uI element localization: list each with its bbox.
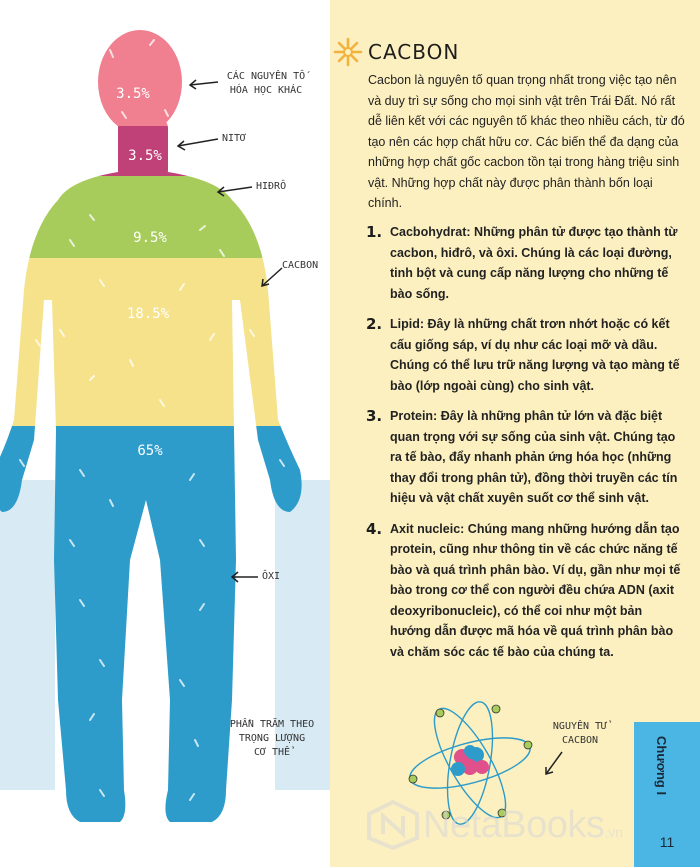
text-panel <box>330 0 700 867</box>
list-item <box>366 314 686 396</box>
list-item-number: 3. <box>366 407 383 425</box>
band-oxygen <box>0 426 330 846</box>
band-nitrogen <box>0 126 330 176</box>
asterisk-flower-icon <box>330 34 366 70</box>
body-figure-panel <box>0 0 330 867</box>
list-item-text: Cacbohydrat: Những phân tử được tạo thành từ cacbon, hiđrô, và ôxi. Chúng là các loại đường, tinh bột và cung cấp năng lượng cho những tế bào sống. <box>390 225 678 301</box>
list-item-text: Lipid: Đây là những chất trơn nhớt hoặc có kết cấu giống sáp, ví dụ như các loại mỡ và dầu. Chúng có thể lưu trữ năng lượng và tạo màng tế bào (lớp ngoài cùng) cho sinh vật. <box>390 317 680 393</box>
chapter-label: Chương I <box>654 736 669 796</box>
label-nitrogen: NITƠ <box>222 133 247 144</box>
intro-paragraph: Cacbon là nguyên tố quan trọng nhất trong việc tạo nên và duy trì sự sống cho mọi sinh vật trên Trái Đất. Nó rất dễ liên kết với các nguyên tố khác theo nhiều cách, từ đó tạo nên các hợp chất hữu cơ. Các biến thể đa dạng của những hợp chất gốc cacbon tồn tại trong hàng triệu sinh vật. Những hợp chất này được phân thành bốn loại chính. <box>368 73 685 210</box>
nucleus <box>451 745 489 776</box>
pct-other-elements: 3.5% <box>116 86 150 102</box>
list-item-text: Protein: Đây là những phân tử lớn và đặc biệt quan trọng với sự sống của sinh vật. Chúng tạo ra tế bào, đẩy nhanh phản ứng hóa học (những thay đổi trong phân tử), đồng thời truyền các tín hiệu và vật chất xuyên suốt cơ thể sinh vật. <box>390 409 678 505</box>
watermark-text: NetaBooks <box>423 803 605 846</box>
section-header <box>330 34 459 70</box>
figure-caption: PHẦN TRĂM THEO TRỌNG LƯỢNG CƠ THỂ <box>229 719 315 758</box>
label-oxygen: ÔXI <box>262 571 281 582</box>
list-item <box>366 406 686 509</box>
watermark-suffix: .vn <box>604 824 624 840</box>
atom-label: NGUYÊN TỬ CACBON <box>552 721 608 746</box>
netabooks-logo-icon <box>365 800 421 850</box>
pct-hydrogen: 9.5% <box>133 230 167 246</box>
list-item <box>366 519 686 663</box>
label-carbon: CACBON <box>282 260 319 271</box>
list-item-text: Axit nucleic: Chúng mang những hướng dẫn tạo protein, cũng như thông tin về các chức năng tế bào và quá trình phân bào. Ví dụ, gần như mọi tế bào trong cơ thể con người đều chứa ADN (axit deoxyribonucleic), có thể coi như một bản hướng dẫn được mã hóa về quá trình phân bào và chăm sóc các tế bào của chúng ta. <box>390 521 681 659</box>
list-item-number: 2. <box>366 315 383 333</box>
band-carbon <box>0 258 330 426</box>
watermark <box>365 800 623 850</box>
section-title: CACBON <box>368 40 460 64</box>
pct-nitrogen: 3.5% <box>128 148 162 164</box>
chapter-tab <box>634 722 700 867</box>
label-hydrogen: HIĐRÔ <box>256 181 287 192</box>
list-item-number: 4. <box>366 519 383 538</box>
page-number: 11 <box>659 834 675 850</box>
pct-carbon: 18.5% <box>126 306 170 322</box>
atom-pointer-arrow <box>540 750 570 780</box>
list-item <box>366 222 686 304</box>
list-item-number: 1. <box>366 223 383 241</box>
pct-oxygen: 65% <box>137 443 163 459</box>
compound-list <box>366 222 686 672</box>
label-other-elements: CÁC NGUYÊN TỐ HÓA HỌC KHÁC <box>226 71 306 96</box>
